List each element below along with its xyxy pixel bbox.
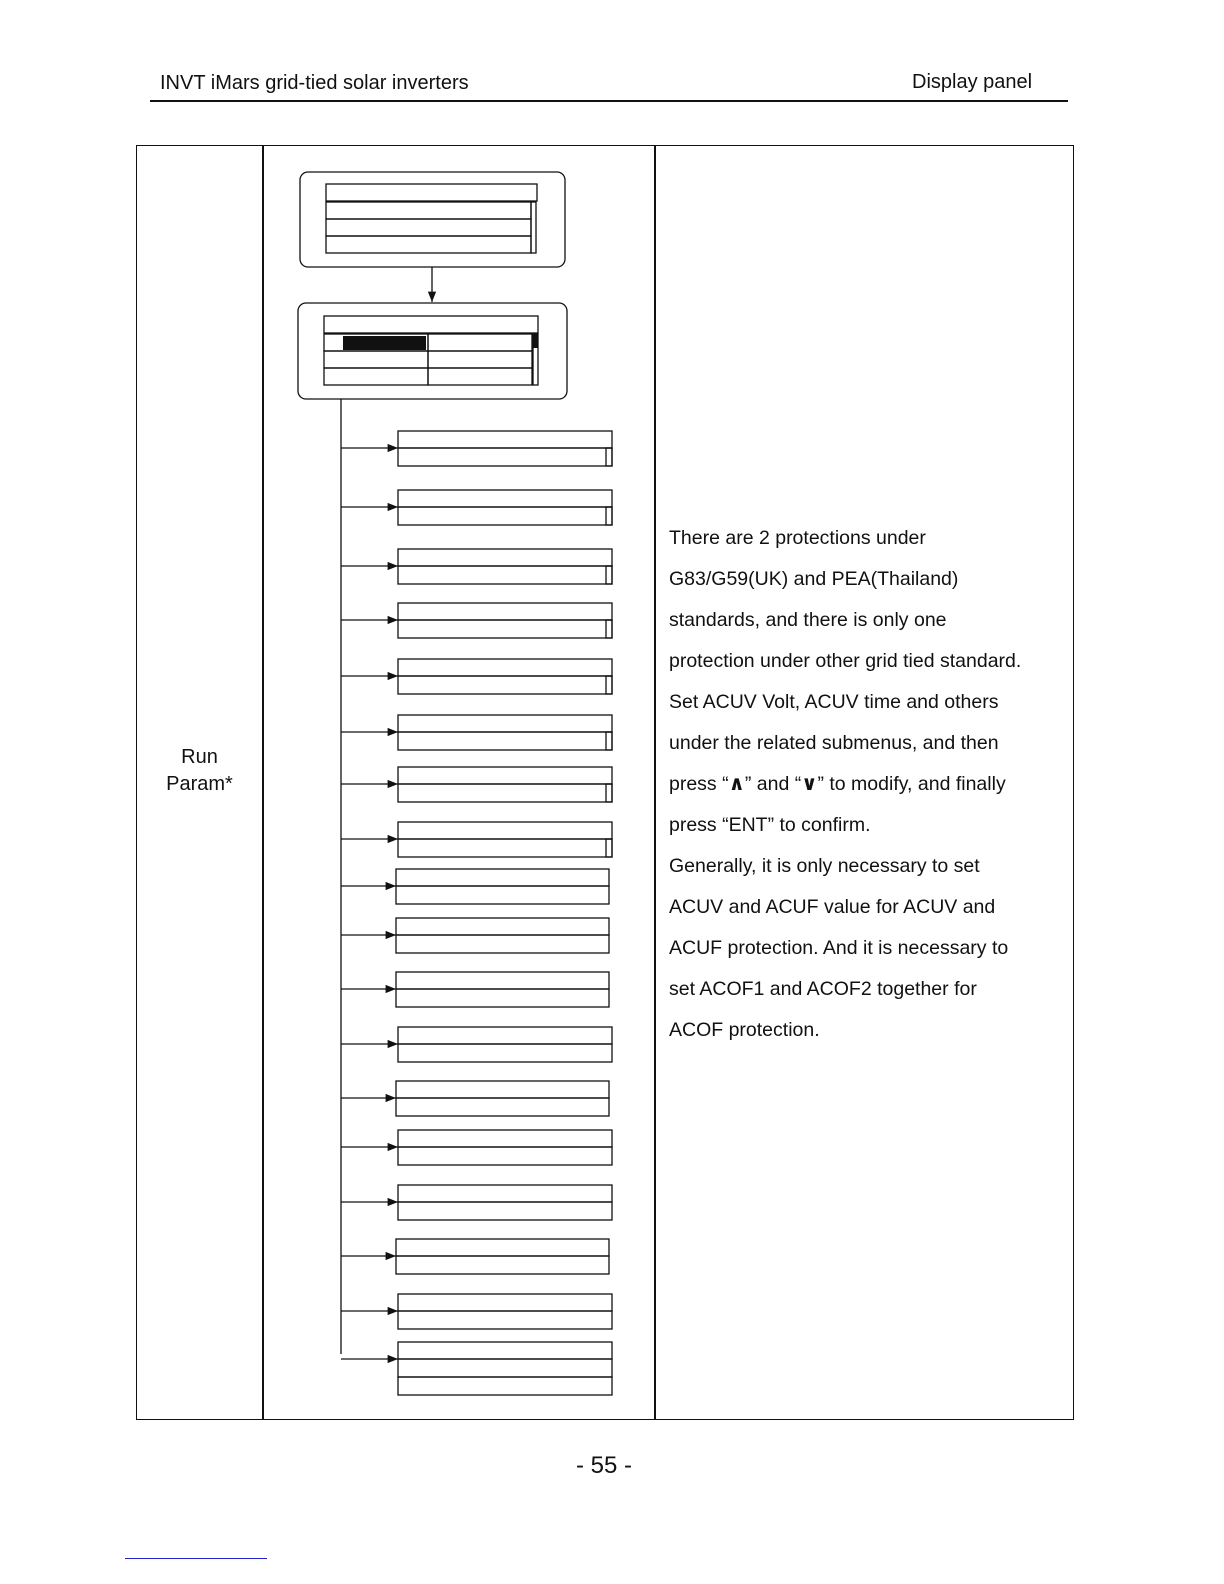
lcd-scrollbar xyxy=(531,202,536,253)
text-fragment: ” and “ xyxy=(744,773,802,795)
submenu-screen-row xyxy=(398,767,612,784)
submenu-scrollbar xyxy=(606,566,612,584)
submenu-screen-row xyxy=(396,989,609,1007)
description-line: press “ENT” to confirm. xyxy=(669,814,871,836)
submenu-screen-row xyxy=(398,1185,612,1202)
submenu-screen-row xyxy=(396,1098,609,1116)
page-number: - 55 - xyxy=(575,1452,632,1479)
lcd-row xyxy=(326,236,531,253)
submenu-scrollbar xyxy=(606,784,612,802)
description-line: set ACOF1 and ACOF2 together for xyxy=(669,978,977,1000)
down-chevron-icon: ∨ xyxy=(801,773,818,795)
lcd-highlight-cursor xyxy=(343,336,426,350)
row-label-line1: Run xyxy=(181,746,218,768)
submenu-screen-row xyxy=(398,620,612,638)
description-text xyxy=(669,522,1064,1055)
submenu-screen-row xyxy=(398,549,612,566)
description-line: ACUV and ACUF value for ACUV and xyxy=(669,896,996,918)
submenu-screen-row xyxy=(396,1081,609,1098)
document-title: INVT iMars grid-tied solar inverters xyxy=(160,72,469,94)
submenu-screen-row xyxy=(396,935,609,953)
section-title: Display panel xyxy=(912,71,1033,93)
submenu-screen-row xyxy=(398,659,612,676)
submenu-scrollbar xyxy=(606,732,612,750)
submenu-screen-row xyxy=(398,431,612,448)
submenu-screen-row xyxy=(398,1044,612,1062)
submenu-screen-row xyxy=(398,1202,612,1220)
submenu-screen-row xyxy=(396,1256,609,1274)
description-line: ACUF protection. And it is necessary to xyxy=(669,937,1009,959)
submenu-screen-row xyxy=(398,1377,612,1395)
submenu-screen-row xyxy=(398,1294,612,1311)
lcd-cell xyxy=(324,351,428,368)
submenu-screen-row xyxy=(398,822,612,839)
submenu-screen-row xyxy=(398,1027,612,1044)
text-fragment: press “ xyxy=(669,773,729,795)
submenu-screen-row xyxy=(398,566,612,584)
submenu-screen-row xyxy=(398,448,612,466)
up-chevron-icon: ∧ xyxy=(728,773,745,795)
submenu-screen-row xyxy=(398,676,612,694)
submenu-screen-row xyxy=(396,1239,609,1256)
submenu-screen-row xyxy=(398,715,612,732)
lcd-row xyxy=(326,184,537,201)
lcd-scroll-thumb xyxy=(533,334,538,348)
lcd-row xyxy=(326,219,531,236)
description-line xyxy=(669,768,1064,809)
submenu-screen-row xyxy=(398,784,612,802)
submenu-screen-row xyxy=(398,1311,612,1329)
submenu-screen-row xyxy=(398,603,612,620)
row-label-line2: Param* xyxy=(166,773,233,795)
description-line: Set ACUV Volt, ACUV time and others xyxy=(669,691,999,713)
description-line: protection under other grid tied standard. xyxy=(669,650,1022,672)
submenu-screen-row xyxy=(396,886,609,904)
submenu-screen-row xyxy=(398,1147,612,1165)
submenu-scrollbar xyxy=(606,676,612,694)
submenu-screen-row xyxy=(398,732,612,750)
lcd-cell xyxy=(428,351,532,368)
submenu-screen-row xyxy=(398,507,612,525)
description-line: ACOF protection. xyxy=(669,1019,820,1041)
description-line: standards, and there is only one xyxy=(669,609,947,631)
lcd-cell xyxy=(428,368,532,385)
lcd-cell xyxy=(324,368,428,385)
lcd-cell xyxy=(428,334,532,351)
description-line: Generally, it is only necessary to set xyxy=(669,855,980,877)
submenu-scrollbar xyxy=(606,620,612,638)
submenu-screen-row xyxy=(398,1359,612,1377)
description-line: under the related submenus, and then xyxy=(669,732,999,754)
submenu-screen-row xyxy=(396,972,609,989)
submenu-screen-row xyxy=(398,1342,612,1359)
lcd-row xyxy=(324,316,538,333)
submenu-scrollbar xyxy=(606,507,612,525)
lcd-row xyxy=(326,202,531,219)
description-line: There are 2 protections under xyxy=(669,527,926,549)
footer-link-line xyxy=(125,1558,267,1559)
description-line: G83/G59(UK) and PEA(Thailand) xyxy=(669,568,959,590)
submenu-screen-row xyxy=(398,490,612,507)
text-fragment: ” to modify, and finally xyxy=(817,773,1006,795)
submenu-scrollbar xyxy=(606,839,612,857)
submenu-scrollbar xyxy=(606,448,612,466)
submenu-screen-row xyxy=(398,1130,612,1147)
submenu-screen-row xyxy=(396,869,609,886)
submenu-screen-row xyxy=(398,839,612,857)
submenu-screen-row xyxy=(396,918,609,935)
